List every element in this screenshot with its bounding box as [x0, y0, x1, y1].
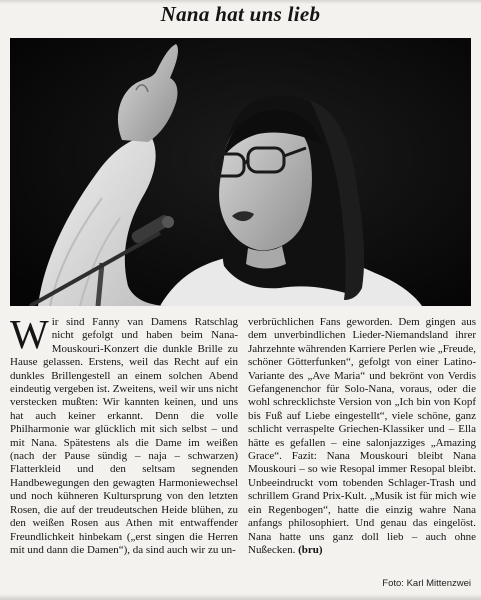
photo-credit: Foto: Karl Mittenzwei	[382, 578, 471, 589]
author-signature: (bru)	[298, 543, 323, 556]
right-column-text: verbrüchlichen Fans geworden. Dem gingen aus dem unverbindlichen Lieder-Niemandsland ihrer Jahrzehnte währenden Karriere Perlen wie „Freude, schöner Götterfunken“, gefolgt von einer Latino-Variante des „Ave Maria“ und bekrönt von Verdis Gefangenenchor für Solo-Nana, voraus, oder die wohl schrecklichste Version von „Ich bin von Kopf bis Fuß auf Liebe eingestellt“, viele schöne, ganz schlicht verraspelte Griechen-Klassiker und – Ella hätte es gefallen – eine salonjazziges „Amazing Grace“. Fazit: Nana Mouskouri bleibt Nana Mouskouri – so wie Resopal immer Resopal bleibt. Unbeeindruckt vom tobenden Schlager-Trash und schrillem Grand Prix-Kult. „Musik ist für mich wie ein Regenbogen“, hatte die einzig wahre Nana anfangs philosophiert. Und genau das eingelöst. Nana hatte uns ganz doll lieb – auch ohne Nußecken.	[248, 316, 476, 556]
article-column-right	[248, 316, 476, 557]
drop-cap: W	[10, 311, 49, 357]
singer-photo-illustration	[10, 38, 471, 306]
page-edge-bottom	[0, 594, 481, 600]
article-photo	[10, 38, 471, 306]
article-body	[10, 311, 476, 588]
article-paragraph-left	[10, 311, 238, 557]
article-headline: Nana hat uns lieb	[160, 2, 321, 26]
article-column-left	[10, 311, 238, 557]
left-column-text: ir sind Fanny van Damens Ratschlag nicht gefolgt und haben beim Nana-Mouskouri-Konzert die dunkle Brille zu Hause gelassen. Erstens, weil das Recht auf ein dunkles Brillengestell an einem solchen Abend eindeutig vergeben ist. Zweitens, weil wir uns nicht verstecken mußten: Wir kannten keinen, und uns hat auch keiner erkannt. Denn die volle Philharmonie war glücklich mit sich selbst – und mit Nana. Spätestens als die Dame im weißen (nach der Pause sündig – naja – schwarzen) Flatterkleid und den seltsam segnenden Handbewegungen den gewagten Harmoniewechsel und noch kühneren Kultursprung von den letzten Rosen, die auf der treudeutschen Heide blühen, zu den weißen Rosen aus Athen mit entwaffender Freundlichkeit hinbekam („erst singen die Herren mit und dann die Damen“), da sind auch wir zu un-	[10, 316, 238, 556]
article-paragraph-right	[248, 316, 476, 557]
